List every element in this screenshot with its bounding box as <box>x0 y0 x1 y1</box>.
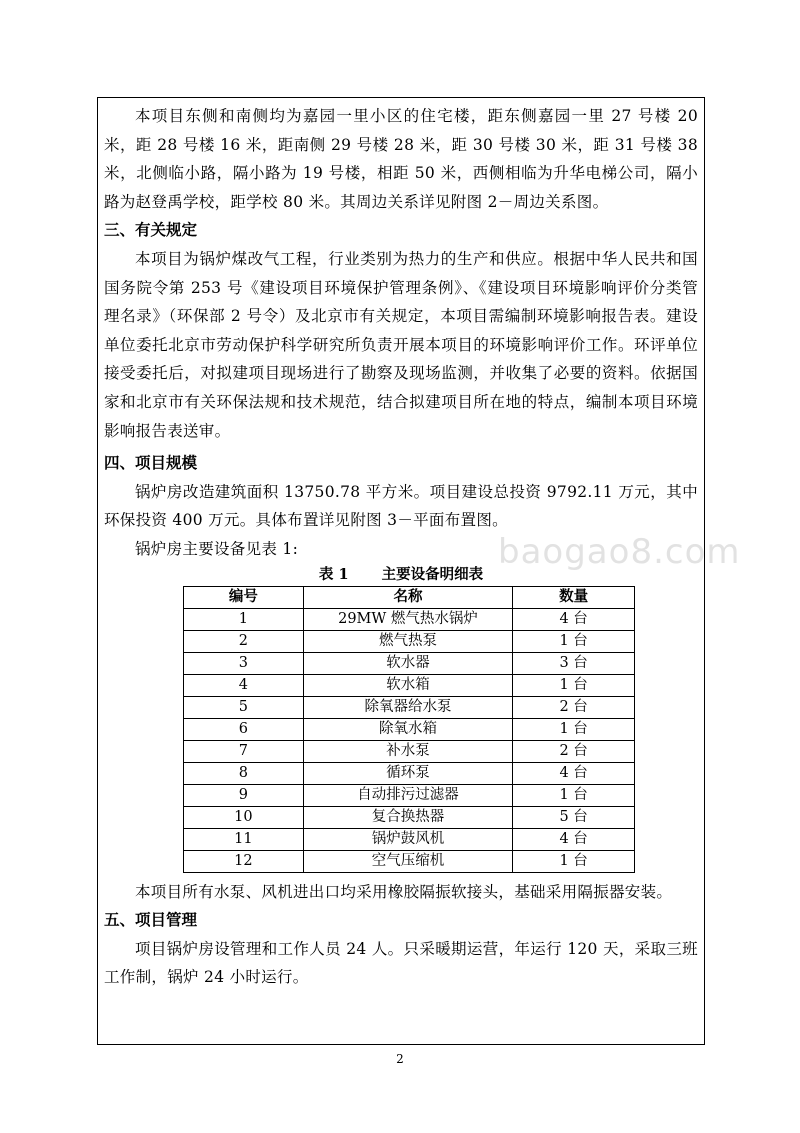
equipment-table <box>183 586 635 873</box>
equipment-table-body <box>184 608 635 872</box>
location-paragraph: 本项目东侧和南侧均为嘉园一里小区的住宅楼，距东侧嘉园一里 27 号楼 20 米，距 28 号楼 16 米，距南侧 29 号楼 28 米，距 30 号楼 30 米，距 31 号楼 38 米，北侧临小路，隔小路为 19 号楼，相距 50 米，西侧相临为升华电梯公司，隔小路为赵登禹学校，距学校 80 米。其周边关系详见附图 2－周边关系图。 <box>104 107 698 211</box>
cell-number: 12 <box>184 850 304 872</box>
table-row <box>184 828 635 850</box>
cell-name: 29MW 燃气热水锅炉 <box>303 608 513 630</box>
cell-name: 除氧水箱 <box>303 718 513 740</box>
header-name: 名称 <box>303 586 513 608</box>
cell-number: 9 <box>184 784 304 806</box>
page-number: 2 <box>396 1052 404 1066</box>
cell-number: 11 <box>184 828 304 850</box>
cell-name: 补水泵 <box>303 740 513 762</box>
table-header-row <box>184 586 635 608</box>
management-paragraph: 项目锅炉房设管理和工作人员 24 人。只采暖期运营，年运行 120 天，采取三班工作制，锅炉 24 小时运行。 <box>104 939 698 987</box>
cell-number: 7 <box>184 740 304 762</box>
regulations-heading: 三、有关规定 <box>104 221 198 240</box>
cell-name: 软水箱 <box>303 674 513 696</box>
cell-quantity: 2 台 <box>513 740 635 762</box>
header-quantity: 数量 <box>513 586 635 608</box>
scale-paragraph: 锅炉房改造建筑面积 13750.78 平方米。项目建设总投资 9792.11 万元，其中环保投资 400 万元。具体布置详见附图 3－平面布置图。 <box>104 482 698 530</box>
cell-number: 3 <box>184 652 304 674</box>
cell-name: 循环泵 <box>303 762 513 784</box>
equipment-intro: 锅炉房主要设备见表 1: <box>135 539 299 558</box>
cell-number: 1 <box>184 608 304 630</box>
table-row <box>184 806 635 828</box>
cell-quantity: 1 台 <box>513 850 635 872</box>
table-row <box>184 718 635 740</box>
cell-quantity: 4 台 <box>513 828 635 850</box>
cell-quantity: 1 台 <box>513 630 635 652</box>
watermark: baogao8.com <box>498 532 741 572</box>
cell-name: 空气压缩机 <box>303 850 513 872</box>
cell-number: 8 <box>184 762 304 784</box>
table-row <box>184 652 635 674</box>
table-row <box>184 674 635 696</box>
cell-name: 除氧器给水泵 <box>303 696 513 718</box>
table-row <box>184 850 635 872</box>
cell-quantity: 3 台 <box>513 652 635 674</box>
cell-number: 6 <box>184 718 304 740</box>
cell-number: 5 <box>184 696 304 718</box>
header-number: 编号 <box>184 586 304 608</box>
table-caption-title: 主要设备明细表 <box>381 565 484 583</box>
cell-number: 4 <box>184 674 304 696</box>
scale-heading: 四、项目规模 <box>104 454 198 473</box>
table-row <box>184 608 635 630</box>
cell-name: 复合换热器 <box>303 806 513 828</box>
cell-quantity: 1 台 <box>513 718 635 740</box>
cell-quantity: 4 台 <box>513 762 635 784</box>
cell-name: 燃气热泵 <box>303 630 513 652</box>
management-heading: 五、项目管理 <box>104 911 198 930</box>
cell-quantity: 5 台 <box>513 806 635 828</box>
table-row <box>184 784 635 806</box>
cell-name: 锅炉鼓风机 <box>303 828 513 850</box>
regulations-paragraph: 本项目为锅炉煤改气工程，行业类别为热力的生产和供应。根据中华人民共和国国务院令第 253 号《建设项目环境保护管理条例》、《建设项目环境影响评价分类管理名录》（环保部 2 号令）及北京市有关规定，本项目需编制环境影响报告表。建设单位委托北京市劳动保护科学研究所负责开展本项目的环境影响评价工作。环评单位接受委托后，对拟建项目现场进行了勘察及现场监测，并收集了必要的资料。依据国家和北京市有关环保法规和技术规范，结合拟建项目所在地的特点，编制本项目环境影响报告表送审。 <box>104 249 698 440</box>
cell-name: 软水器 <box>303 652 513 674</box>
table-row <box>184 696 635 718</box>
table-row <box>184 630 635 652</box>
cell-number: 2 <box>184 630 304 652</box>
cell-quantity: 1 台 <box>513 784 635 806</box>
cell-quantity: 1 台 <box>513 674 635 696</box>
table-row <box>184 762 635 784</box>
cell-quantity: 4 台 <box>513 608 635 630</box>
table-caption-number: 表 1 <box>318 565 349 583</box>
cell-quantity: 2 台 <box>513 696 635 718</box>
table-row <box>184 740 635 762</box>
cell-number: 10 <box>184 806 304 828</box>
cell-name: 自动排污过滤器 <box>303 784 513 806</box>
after-table-paragraph: 本项目所有水泵、风机进出口均采用橡胶隔振软接头，基础采用隔振器安装。 <box>135 882 673 901</box>
